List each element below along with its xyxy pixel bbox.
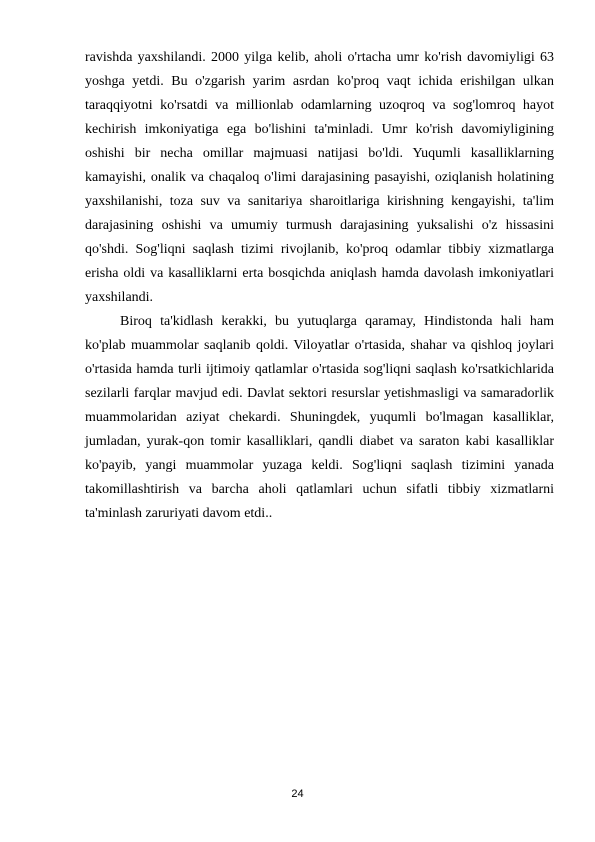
paragraph: Biroq ta'kidlash kerakki, bu yutuqlarga qaramay, Hindistonda hali ham ko'plab muammolar saqlanib qoldi. Viloyatlar o'rtasida, shahar va qishloq joylari o'rtasida hamda turli ijtimoiy qatlamlar o'rtasida sog'liqni saqlash ko'rsatkichlarida sezilarli farqlar mavjud edi. Davlat sektori resurslar yetishmasligi va samaradorlik muammolaridan aziyat chekardi. Shuningdek, yuqumli bo'lmagan kasalliklar, jumladan, yurak-qon tomir kasalliklari, qandli diabet va saraton kabi kasalliklar ko'payib, yangi muammolar yuzaga keldi. Sog'liqni saqlash tizimini yanada takomillashtirish va barcha aholi qatlamlari uchun sifatli tibbiy xizmatlarni ta'minlash zaruriyati davom etdi.. <box>85 314 554 521</box>
paragraph-continued: ravishda yaxshilandi. 2000 yilga kelib, aholi o'rtacha umr ko'rish davomiyligi 63 yoshga yetdi. Bu o'zgarish yarim asrdan ko'proq vaqt ichida erishilgan ulkan taraqqiyotni ko'rsatdi va millionlab odamlarning uzoqroq va sog'lomroq hayot kechirish imkoniyatiga ega bo'lishini ta'minladi. Umr ko'rish davomiyligining oshishi bir necha omillar majmuasi natijasi bo'ldi. Yuqumli kasalliklarning kamayishi, onalik va chaqaloq o'limi darajasining pasayishi, oziqlanish holatining yaxshilanishi, toza suv va sanitariya sharoitlariga kirishning kengayishi, ta'lim darajasining oshishi va umumiy turmush darajasining yuksalishi o'z hissasini qo'shdi. Sog'liqni saqlash tizimi rivojlanib, ko'proq odamlar tibbiy xizmatlarga erisha oldi va kasalliklarni erta bosqichda aniqlash hamda davolash imkoniyatlari yaxshilandi. <box>85 50 554 305</box>
body-text <box>85 46 554 526</box>
page-number: 24 <box>291 788 304 800</box>
